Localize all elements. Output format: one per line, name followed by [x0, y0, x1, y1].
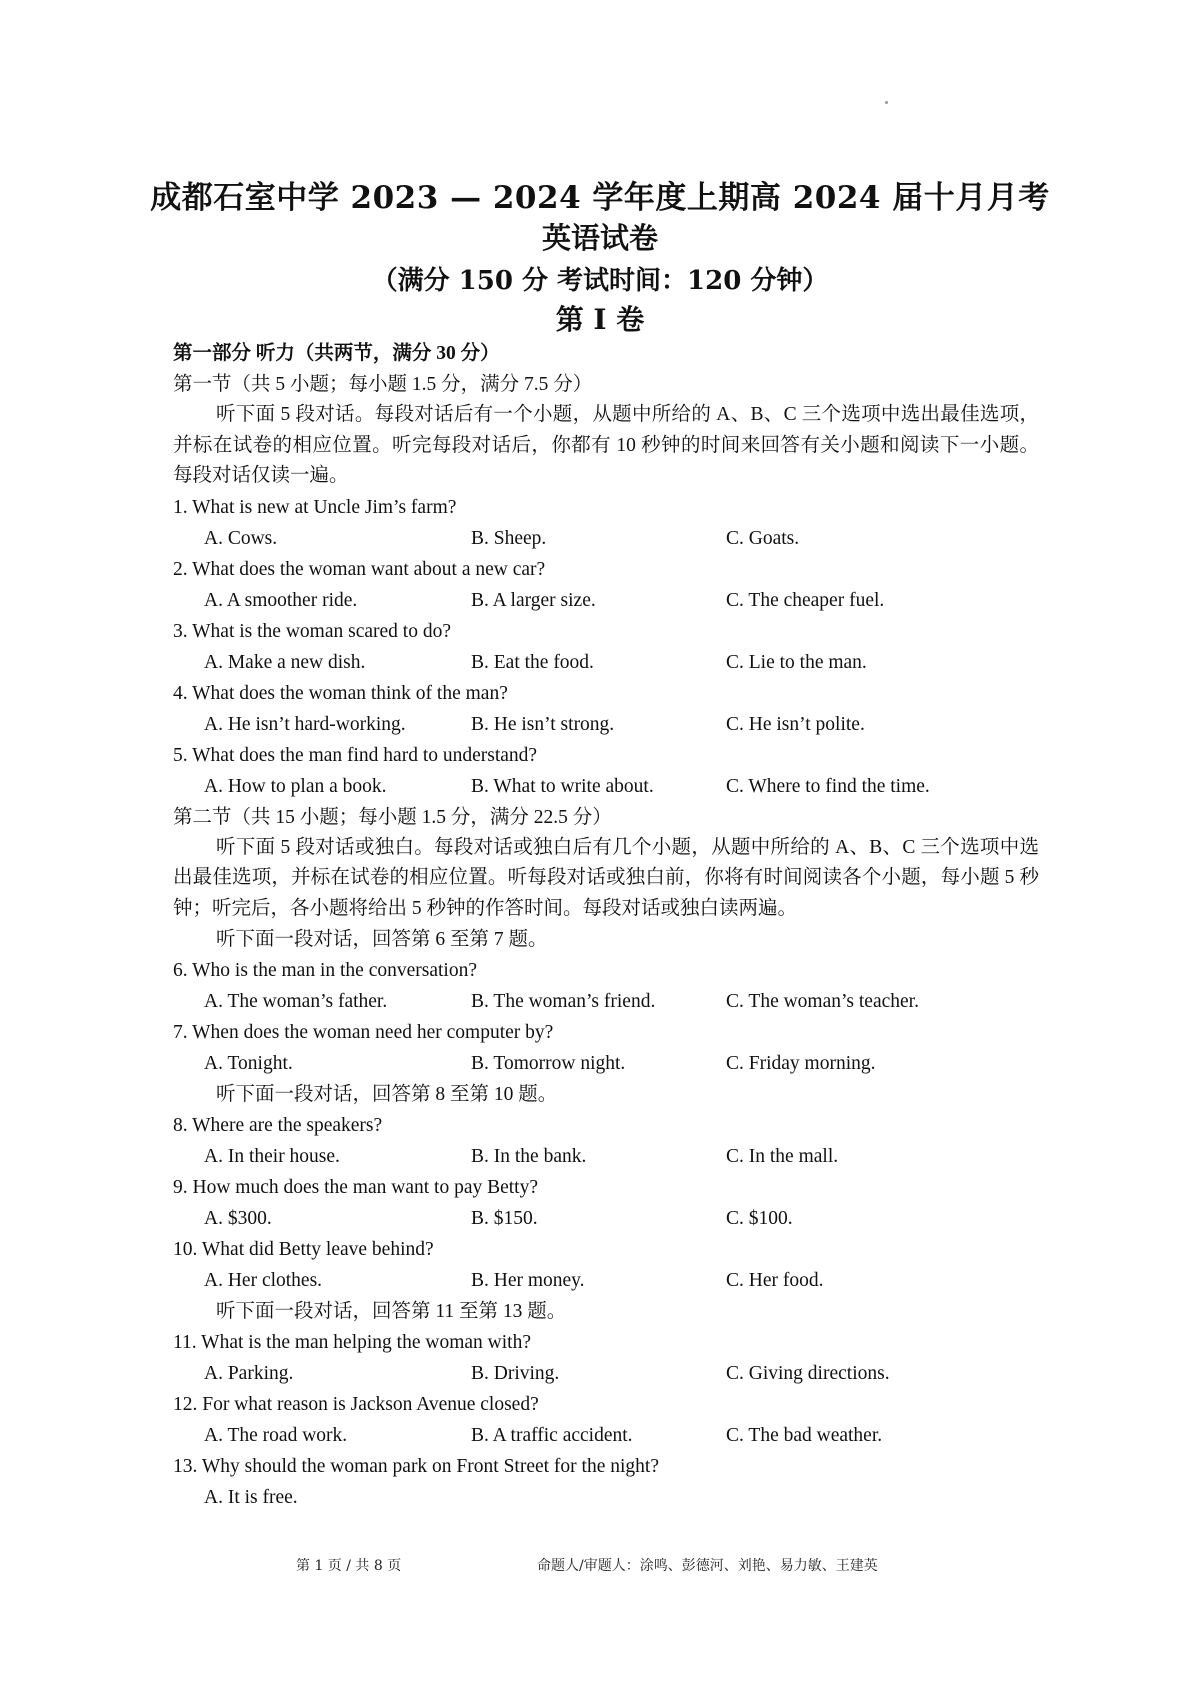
part1-heading: 第一部分 听力（共两节，满分 30 分） — [173, 343, 500, 364]
question-options — [173, 986, 1039, 1017]
question-text: 11. What is the man helping the woman with? — [173, 1332, 531, 1353]
option-c: C. $100. — [726, 1208, 793, 1229]
option-b: B. The woman’s friend. — [471, 991, 656, 1012]
option-a: A. The road work. — [204, 1425, 348, 1446]
option-a: A. He isn’t hard-working. — [204, 713, 406, 735]
question-text: 9. How much does the man want to pay Betty? — [173, 1177, 539, 1198]
author-credits: 命题人/审题人：涂鸣、彭德河、刘艳、易力敏、王建英 — [537, 1558, 878, 1574]
option-b: B. Eat the food. — [471, 651, 594, 673]
section1-instructions: 听下面 5 段对话。每段对话后有一个小题，从题中所给的 A、B、C 三个选项中选出最佳选项，并标在试卷的相应位置。听完每段对话后，你都有 10 秒钟的时间来回答有关小题和阅读下一小题。每段对话仅读一遍。 — [173, 404, 1039, 486]
option-b: B. Sheep. — [471, 527, 547, 549]
option-b: B. In the bank. — [471, 1146, 587, 1167]
question-text: 10. What did Betty leave behind? — [173, 1239, 434, 1260]
question-options — [173, 1048, 1039, 1079]
option-c: C. The woman’s teacher. — [726, 991, 919, 1012]
option-b: B. Tomorrow night. — [471, 1053, 626, 1074]
volume-heading: 第 I 卷 — [555, 303, 645, 336]
question-text: 7. When does the woman need her computer by? — [173, 1022, 554, 1043]
option-c: C. Where to find the time. — [726, 775, 930, 797]
question-text: 3. What is the woman scared to do? — [173, 620, 451, 642]
option-b: B. He isn’t strong. — [471, 713, 615, 735]
option-b: B. Her money. — [471, 1270, 585, 1291]
question-text: 12. For what reason is Jackson Avenue closed? — [173, 1394, 539, 1415]
question-text: 6. Who is the man in the conversation? — [173, 960, 477, 981]
option-a: A. It is free. — [204, 1487, 298, 1508]
option-c: C. The bad weather. — [726, 1425, 883, 1446]
question-options — [173, 647, 1039, 678]
exam-subtitle: 英语试卷 — [541, 221, 658, 255]
question-options — [173, 585, 1039, 616]
exam-content — [173, 338, 1039, 1513]
question-text: 1. What is new at Uncle Jim’s farm? — [173, 496, 457, 518]
option-c: C. He isn’t polite. — [726, 713, 865, 735]
option-b: B. A traffic accident. — [471, 1425, 633, 1446]
option-a: A. The woman’s father. — [204, 991, 388, 1012]
option-a: A. Her clothes. — [204, 1270, 323, 1291]
option-a: A. $300. — [204, 1208, 272, 1229]
question-options — [173, 1141, 1039, 1172]
group-instruction: 听下面一段对话，回答第 11 至第 13 题。 — [216, 1301, 567, 1322]
group-instruction: 听下面一段对话，回答第 8 至第 10 题。 — [216, 1084, 558, 1105]
option-c: C. Lie to the man. — [726, 651, 867, 673]
question-text: 8. Where are the speakers? — [173, 1115, 383, 1136]
option-a: A. Make a new dish. — [204, 651, 366, 673]
question-options — [173, 709, 1039, 740]
question-options — [173, 771, 1039, 802]
option-a: A. In their house. — [204, 1146, 340, 1167]
question-text: 13. Why should the woman park on Front Street for the night? — [173, 1456, 659, 1477]
question-text: 5. What does the man find hard to understand? — [173, 744, 538, 766]
option-a: A. Parking. — [204, 1363, 294, 1384]
question-options — [173, 1265, 1039, 1296]
question-options — [173, 1482, 1039, 1513]
option-c: C. The cheaper fuel. — [726, 589, 885, 611]
option-c: C. Her food. — [726, 1270, 824, 1291]
question-options — [173, 523, 1039, 554]
option-a: A. How to plan a book. — [204, 775, 387, 797]
option-a: A. Tonight. — [204, 1053, 293, 1074]
question-options — [173, 1358, 1039, 1389]
question-options — [173, 1203, 1039, 1234]
option-c: C. Goats. — [726, 527, 800, 549]
page-number: 第 1 页 / 共 8 页 — [296, 1558, 402, 1574]
option-a: A. A smoother ride. — [204, 589, 358, 611]
option-b: B. A larger size. — [471, 589, 596, 611]
section2-heading: 第二节（共 15 小题；每小题 1.5 分，满分 22.5 分） — [173, 806, 612, 828]
scan-speck — [885, 101, 888, 104]
question-text: 4. What does the woman think of the man? — [173, 682, 508, 704]
section2-instructions: 听下面 5 段对话或独白。每段对话或独白后有几个小题，从题中所给的 A、B、C 三个选项中选出最佳选项，并标在试卷的相应位置。听每段对话或独白前，你将有时间阅读各个小题，每小题 5 秒钟；听完后，各小题将给出 5 秒钟的作答时间。每段对话或独白读两遍。 — [173, 836, 1039, 919]
section1-heading: 第一节（共 5 小题；每小题 1.5 分，满分 7.5 分） — [173, 374, 593, 395]
option-b: B. Driving. — [471, 1363, 560, 1384]
question-options — [173, 1420, 1039, 1451]
group-instruction: 听下面一段对话，回答第 6 至第 7 题。 — [216, 929, 548, 950]
exam-title: 成都石室中学 2023 — 2024 学年度上期高 2024 届十月月考 — [150, 180, 1050, 216]
question-text: 2. What does the woman want about a new car? — [173, 558, 546, 580]
option-b: B. What to write about. — [471, 775, 654, 797]
option-c: C. In the mall. — [726, 1146, 839, 1167]
option-b: B. $150. — [471, 1208, 538, 1229]
exam-meta: （满分 150 分 考试时间：120 分钟） — [371, 266, 829, 296]
option-c: C. Friday morning. — [726, 1053, 876, 1074]
option-a: A. Cows. — [204, 527, 278, 549]
option-c: C. Giving directions. — [726, 1363, 890, 1384]
